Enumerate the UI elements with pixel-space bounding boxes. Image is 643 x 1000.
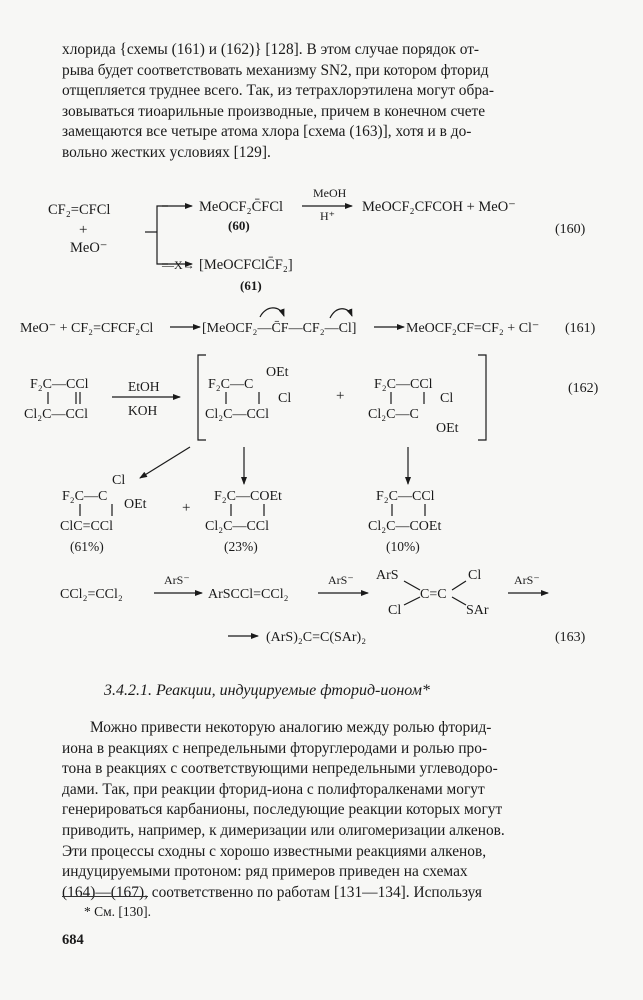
- product-line: Cl₂C—CCl: [205, 519, 270, 534]
- substituent: Cl: [440, 391, 454, 406]
- section-heading: 3.4.2.1. Реакции, индуцируемые фторид-ионом*: [104, 682, 430, 699]
- reactant-line: F₂C—CCl: [30, 377, 89, 392]
- bond: [404, 597, 420, 605]
- substituent: SAr: [466, 603, 489, 618]
- text-line: рыва будет соответствовать механизму SN2, при котором фторид: [62, 61, 489, 79]
- bond: [452, 581, 466, 590]
- product: (ArS)₂C=C(SAr)₂: [266, 630, 367, 645]
- reagent-label: EtOH: [128, 379, 160, 394]
- scheme-number: (162): [568, 381, 599, 396]
- product: MeOCF₂CF=CF₂ + Cl⁻: [406, 321, 540, 336]
- compound-number: (60): [228, 218, 250, 233]
- substituent: Cl: [468, 568, 482, 583]
- yield-label: (23%): [224, 539, 258, 554]
- product-line: F₂C—COEt: [214, 489, 282, 504]
- text-line: генерироваться карбанионы, последующие реакции которых могут: [62, 801, 503, 819]
- intermediate: ArSCCl=CCl₂: [208, 587, 289, 602]
- body-paragraph-2: [62, 718, 585, 903]
- plus-sign: +: [182, 500, 191, 516]
- reactant-line: Cl₂C—CCl: [24, 407, 89, 422]
- text-line: иона в реакциях с непредельными фторуглеродами и ролью про-: [62, 739, 488, 757]
- text-line: тона в реакциях с соответствующими непредельными углеводоро-: [62, 760, 498, 778]
- substituent: OEt: [266, 365, 289, 380]
- product-line: Cl₂C—COEt: [368, 519, 442, 534]
- product-line: F₂C—C: [62, 489, 108, 504]
- text-line: зовываться тиоарильные производные, причем в конечном счете: [62, 102, 486, 120]
- product-line: F₂C—CCl: [376, 489, 435, 504]
- yield-label: (61%): [70, 539, 104, 554]
- product: MeOCF₂CFCOH + MeO⁻: [362, 199, 516, 215]
- bond: [452, 597, 466, 605]
- branch-bracket: [157, 206, 168, 264]
- product-line: ClC=CCl: [60, 519, 114, 534]
- reagent-label: ArS⁻: [164, 573, 190, 587]
- intermediate: [MeOCF₂—C̄F—CF₂—Cl]: [202, 321, 357, 336]
- byproduct: [MeOCFClC̄F₂]: [199, 257, 293, 273]
- text-line: (164)—(167), соответственно по работам [131—134]. Используя: [62, 883, 482, 901]
- yield-label: (10%): [386, 539, 420, 554]
- substituent: Cl: [278, 391, 292, 406]
- plus-sign: +: [79, 222, 88, 238]
- intermediate-line: F₂C—CCl: [374, 377, 433, 392]
- scheme-number: (160): [555, 222, 586, 237]
- bond: [404, 581, 420, 590]
- intermediate-line: Cl₂C—CCl: [205, 407, 270, 422]
- substituent: ArS: [376, 568, 399, 583]
- text-line: Эти процессы сходны с хорошо известными реакциями алкенов,: [62, 842, 487, 860]
- substituent: Cl: [112, 473, 126, 488]
- reagent-label: ArS⁻: [328, 573, 354, 587]
- plus-sign: +: [336, 388, 345, 404]
- compound-number: (61): [240, 278, 262, 293]
- page-number: 684: [62, 932, 84, 948]
- bracket-left: [198, 355, 206, 440]
- text-line: индуцируемыми протоном: ряд примеров приведен на схемах: [62, 863, 468, 881]
- intermediate: MeOCF₂C̄FCl: [199, 199, 284, 215]
- substituent: Cl: [388, 603, 402, 618]
- reagent-label: KOH: [128, 403, 158, 418]
- reactant: CCl₂=CCl₂: [60, 587, 123, 602]
- reactant: CF₂=CFCl: [48, 202, 111, 218]
- reaction-arrow: [140, 447, 190, 478]
- bracket-right: [478, 355, 486, 440]
- footnote-rule: [62, 896, 148, 897]
- text-line: отщепляется труднее всего. Так, из тетрахлорэтилена могут обра-: [62, 82, 494, 100]
- curved-arrow: [260, 308, 284, 317]
- curved-arrow: [330, 309, 352, 318]
- reactant: MeO⁻: [70, 240, 108, 256]
- reagent-label: ArS⁻: [514, 573, 540, 587]
- double-bond: C=C: [420, 587, 447, 602]
- text-line: приводить, например, к димеризации или олигомеризации алкенов.: [62, 821, 505, 839]
- footnote: * См. [130].: [84, 904, 152, 919]
- scheme-number: (163): [555, 630, 586, 645]
- text-line: вольно жестких условиях [129].: [62, 143, 271, 161]
- reagent-label: MeOH: [313, 186, 347, 200]
- text-line: хлорида {схемы (161) и (162)} [128]. В этом случае порядок от-: [62, 41, 480, 58]
- reactant: MeO⁻ + CF₂=CFCF₂Cl: [20, 321, 154, 336]
- text-line: дами. Так, при реакции фторид-иона с полифторалкенами могут: [62, 780, 485, 798]
- text-line: Можно привести некоторую аналогию между ролью фторид-: [90, 719, 492, 736]
- scheme-number: (161): [565, 321, 596, 336]
- reagent-label: H⁺: [320, 209, 335, 223]
- intermediate-line: F₂C—C: [208, 377, 254, 392]
- blocked-arrow: —X→: [162, 258, 195, 272]
- substituent: OEt: [124, 497, 147, 512]
- substituent: OEt: [436, 421, 459, 436]
- intermediate-line: Cl₂C—C: [368, 407, 419, 422]
- text-line: замещаются все четыре атома хлора [схема (163)], хотя и в до-: [62, 123, 472, 141]
